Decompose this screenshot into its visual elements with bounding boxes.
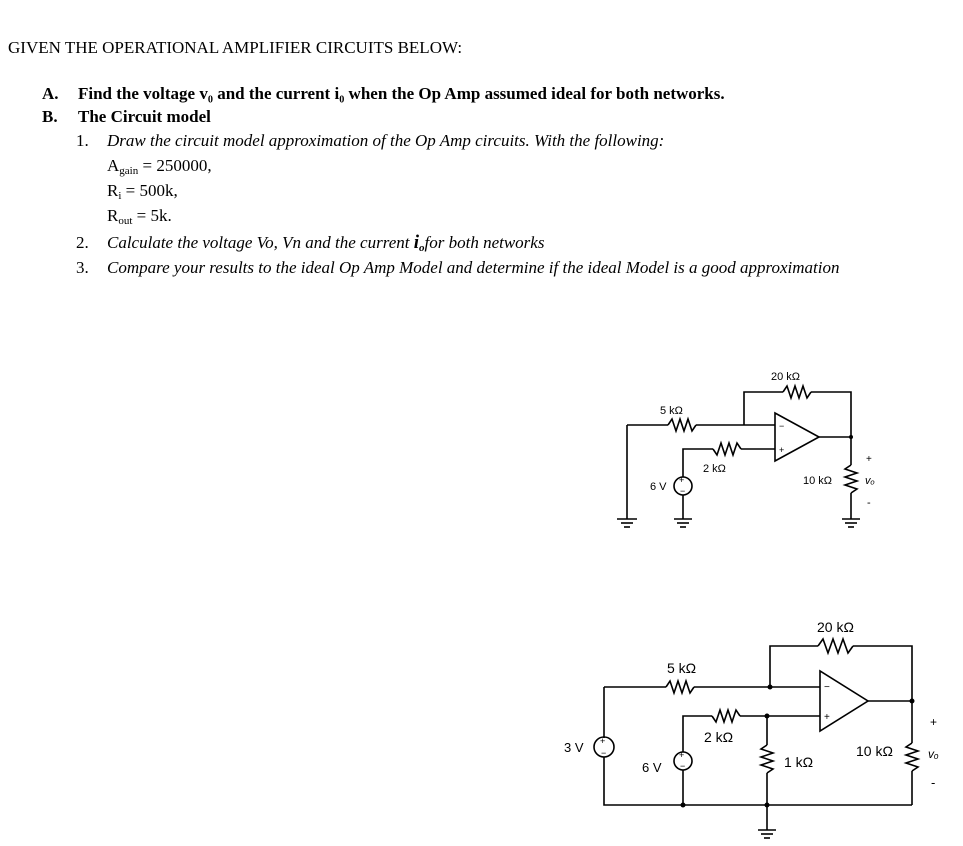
svg-text:+: + [600, 736, 606, 746]
part-b-letter: B. [42, 107, 58, 126]
item-2-number: 2. [76, 233, 89, 252]
item-3-number: 3. [76, 258, 89, 277]
circuit-1-fb-label: 20 kΩ [771, 371, 801, 383]
circuit-2-plus-resistor [712, 710, 740, 722]
circuit-1-feedback-resistor [783, 386, 811, 398]
circuit-2-in-label: 5 kΩ [667, 660, 697, 676]
circuit-2-vo-label: vₒ [928, 747, 939, 761]
circuit-1 [617, 371, 875, 527]
item-1-text: Draw the circuit model approximation of the Op Amp circuits. With the following: [107, 131, 665, 150]
part-b-text: The Circuit model [78, 107, 211, 126]
item-1-number: 1. [76, 131, 89, 150]
circuit-2-source-b-label: 6 V [642, 760, 662, 775]
svg-text:+: + [866, 454, 872, 465]
part-a-text: Find the voltage v₀ and the current i₀ when the Op Amp assumed ideal for both networks. [78, 84, 725, 103]
circuit-1-source-label: 6 V [650, 481, 667, 493]
circuit-1-load-resistor [845, 465, 857, 493]
document-title: GIVEN THE OPERATIONAL AMPLIFIER CIRCUITS BELOW: [8, 38, 463, 57]
circuit-2-input-resistor [666, 681, 694, 693]
part-a-letter: A. [42, 84, 59, 103]
svg-text:-: - [931, 775, 936, 790]
circuit-1-plus-label: 2 kΩ [703, 463, 726, 475]
svg-text:-: - [867, 497, 871, 509]
circuit-1-load-label: 10 kΩ [803, 475, 833, 487]
svg-text:+: + [930, 715, 938, 729]
svg-text:+: + [679, 475, 685, 485]
item-2: 2. Calculate the voltage Vo, Vn and the current $i_ofor$ both networks [76, 232, 545, 254]
circuit-2-load-label: 10 kΩ [856, 743, 893, 759]
circuit-2-load-resistor [906, 743, 918, 771]
circuit-1-in-label: 5 kΩ [660, 405, 683, 417]
item-3-text: Compare your results to the ideal Op Amp Model and determine if the ideal Model is a good approximation [107, 258, 840, 277]
item-2-text: Calculate the voltage Vo, Vn and the current [107, 233, 414, 252]
svg-text:−: − [601, 748, 607, 758]
svg-text:−: − [680, 486, 686, 496]
svg-text:−: − [779, 421, 785, 431]
circuit-2-plus-label: 2 kΩ [704, 729, 734, 745]
circuit-2-gnd-label: 1 kΩ [784, 754, 814, 770]
param-gain: $A_{gain} = 250000$, [107, 156, 212, 177]
svg-text:−: − [680, 761, 686, 771]
circuit-2 [564, 619, 939, 838]
param-rout: $R_{out} = 5k$. [107, 206, 172, 227]
circuit-1-vo-label: vₒ [865, 475, 875, 487]
circuit-2-source-a-label: 3 V [564, 740, 584, 755]
circuit-1-input-resistor [668, 419, 696, 431]
svg-text:+: + [679, 750, 685, 760]
param-ri: $R_i = 500k$, [107, 181, 178, 202]
circuit-2-gnd-resistor [761, 745, 773, 773]
svg-text:+: + [779, 445, 785, 455]
circuit-1-plus-resistor [713, 443, 741, 455]
svg-text:−: − [824, 682, 830, 693]
circuit-2-fb-label: 20 kΩ [817, 619, 854, 635]
circuit-2-feedback-resistor [818, 639, 853, 653]
svg-text:+: + [824, 712, 830, 723]
